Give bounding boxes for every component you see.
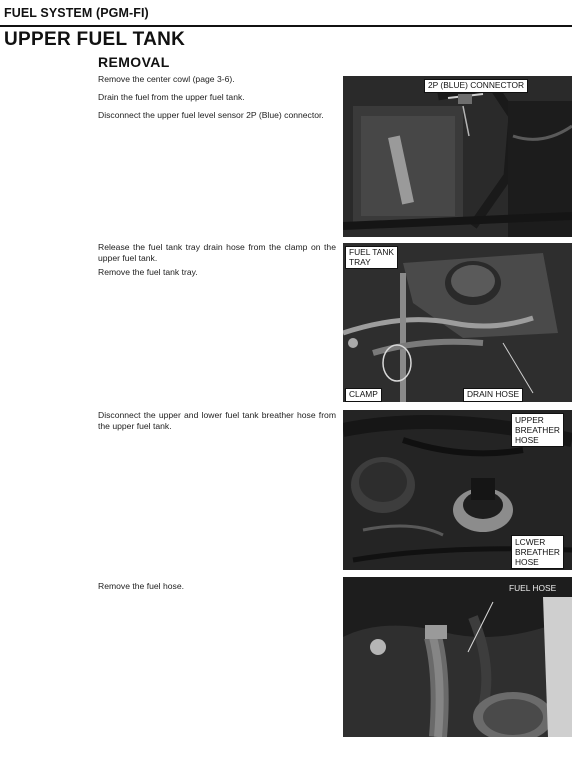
callout-upper-breather-line3: HOSE (515, 435, 539, 445)
callout-clamp: CLAMP (345, 388, 382, 402)
photo-breather-hoses (343, 410, 572, 570)
callout-drain-hose: DRAIN HOSE (463, 388, 523, 402)
callout-lower-breather-line2: BREATHER (515, 547, 560, 557)
callout-upper-breather-hose (511, 413, 564, 447)
photo-fuel-hose (343, 577, 572, 737)
step-remove-cowl: Remove the center cowl (page 3-6). (98, 74, 235, 84)
step-disconnect-breather: Disconnect the upper and lower fuel tank breather hose from the upper fuel tank. (98, 410, 336, 431)
section-header: FUEL SYSTEM (PGM-FI) (4, 6, 149, 20)
callout-fuel-tank-tray (345, 246, 398, 269)
callout-lower-breather-line3: HOSE (515, 557, 539, 567)
step-drain-fuel: Drain the fuel from the upper fuel tank. (98, 92, 245, 102)
step-release-drain-hose: Release the fuel tank tray drain hose from the clamp on the upper fuel tank. (98, 242, 336, 263)
callout-2p-connector: 2P (BLUE) CONNECTOR (424, 79, 528, 93)
page-title: UPPER FUEL TANK (4, 29, 186, 50)
photo-fuel-tank-tray (343, 243, 572, 402)
callout-upper-breather-line1: UPPER (515, 415, 544, 425)
photo-connector (343, 76, 572, 237)
header-rule (0, 25, 572, 27)
callout-lower-breather-hose (511, 535, 564, 569)
callout-fuel-tank-tray-line1: FUEL TANK (349, 247, 394, 257)
photo-connector-image (343, 76, 572, 237)
step-remove-tray: Remove the fuel tank tray. (98, 267, 198, 277)
section-subtitle: REMOVAL (98, 54, 170, 70)
photo-fuel-hose-image (343, 577, 572, 737)
callout-fuel-hose: FUEL HOSE (509, 583, 557, 593)
callout-lower-breather-line1: LCWER (515, 537, 546, 547)
callout-fuel-tank-tray-line2: TRAY (349, 256, 371, 267)
step-disconnect-connector: Disconnect the upper fuel level sensor 2P (Blue) connector. (98, 110, 324, 120)
step-remove-fuel-hose: Remove the fuel hose. (98, 581, 184, 591)
callout-upper-breather-line2: BREATHER (515, 425, 560, 435)
